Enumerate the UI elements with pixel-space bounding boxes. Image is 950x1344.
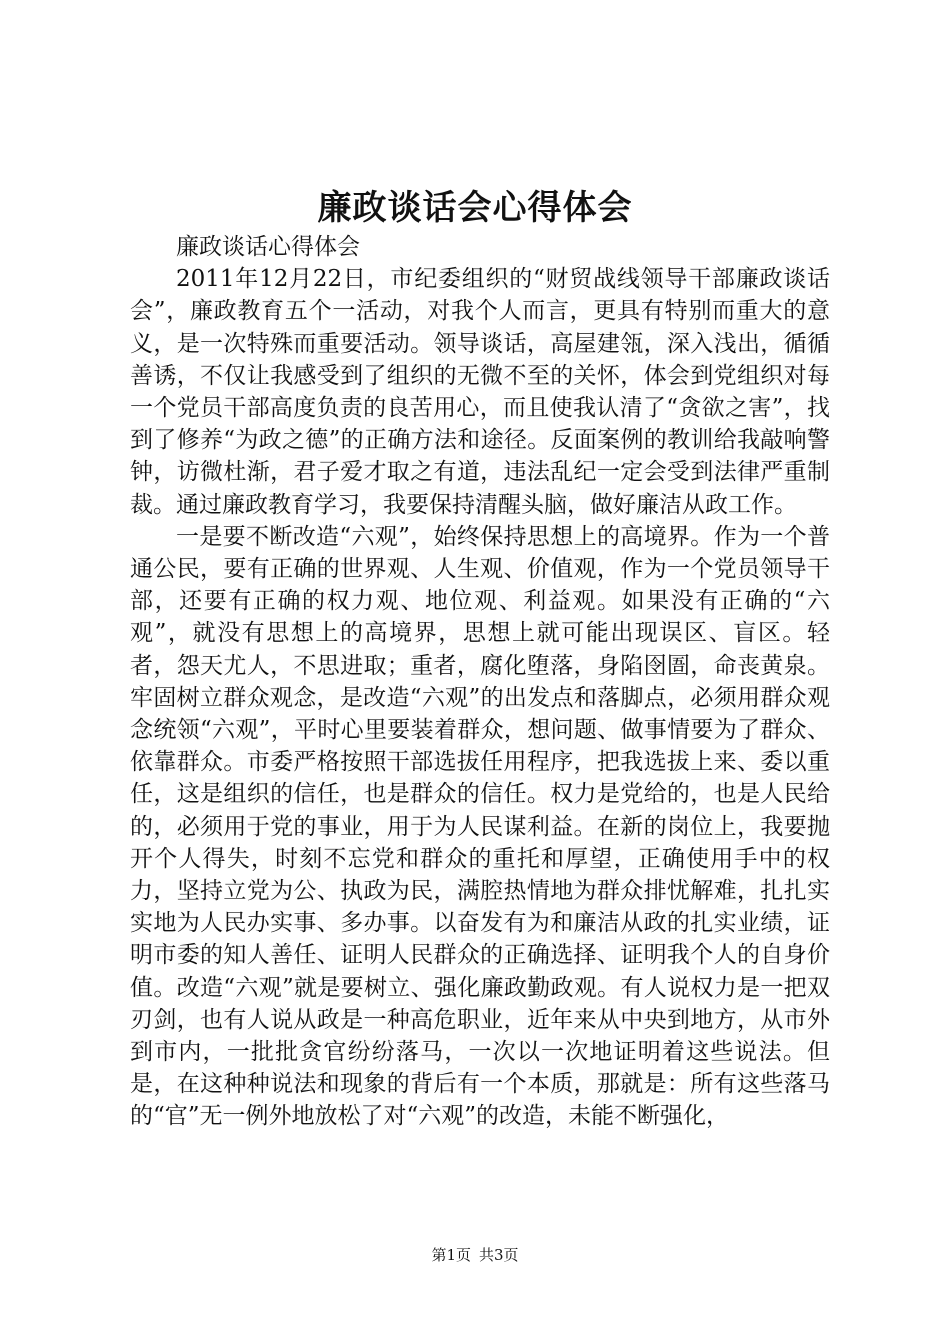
intro-paragraph: 2011年12月22日，市纪委组织的“财贸战线领导干部廉政谈话会”，廉政教育五个一活动，对我个人而言，更具有特别而重大的意义，是一次特殊而重要活动。领导谈话，高屋建瓴，深入浅出，循循善诱，不仅让我感受到了组织的无微不至的关怀，体会到党组织对每一个党员干部高度负责的良苦用心，而且使我认清了“贪欲之害”，找到了修养“为政之德”的正确方法和途径。反面案例的教训给我敲响警钟，访微杜渐，君子爱才取之有道，违法乱纪一定会受到法律严重制裁。通过廉政教育学习，我要保持清醒头脑，做好廉洁从政工作。: [130, 266, 830, 518]
page-total: 共3页: [479, 1246, 519, 1264]
page-footer: [0, 1244, 950, 1266]
document-title: 廉政谈话会心得体会: [317, 188, 633, 228]
page-number: 第1页: [431, 1246, 471, 1264]
section-one-paragraph: 一是要不断改造“六观”，始终保持思想上的高境界。作为一个普通公民，要有正确的世界观、人生观、价值观，作为一个党员领导干部，还要有正确的权力观、地位观、利益观。如果没有正确的“六观”，就没有思想上的高境界，思想上就可能出现误区、盲区。轻者，怨天尤人，不思进取；重者，腐化堕落，身陷囹圄，命丧黄泉。牢固树立群众观念，是改造“六观”的出发点和落脚点，必须用群众观念统领“六观”，平时心里要装着群众，想问题、做事情要为了群众、依靠群众。市委严格按照干部选拔任用程序，把我选拔上来、委以重任，这是组织的信任，也是群众的信任。权力是党给的，也是人民给的，必须用于党的事业，用于为人民谋利益。在新的岗位上，我要抛开个人得失，时刻不忘党和群众的重托和厚望，正确使用手中的权力，坚持立党为公、执政为民，满腔热情地为群众排忧解难，扎扎实实地为人民办实事、多办事。以奋发有为和廉洁从政的扎实业绩，证明市委的知人善任、证明人民群众的正确选择、证明我个人的自身价值。改造“六观”就是要树立、强化廉政勤政观。有人说权力是一把双刃剑，也有人说从政是一种高危职业，近年来从中央到地方，从市外到市内，一批批贪官纷纷落马，一次以一次地证明着这些说法。但是，在这种种说法和现象的背后有一个本质，那就是：所有这些落马的“官”无一例外地放松了对“六观”的改造，未能不断强化，: [130, 523, 830, 1130]
subtitle-paragraph: 廉政谈话心得体会: [176, 234, 360, 260]
document-body: [130, 231, 830, 1133]
